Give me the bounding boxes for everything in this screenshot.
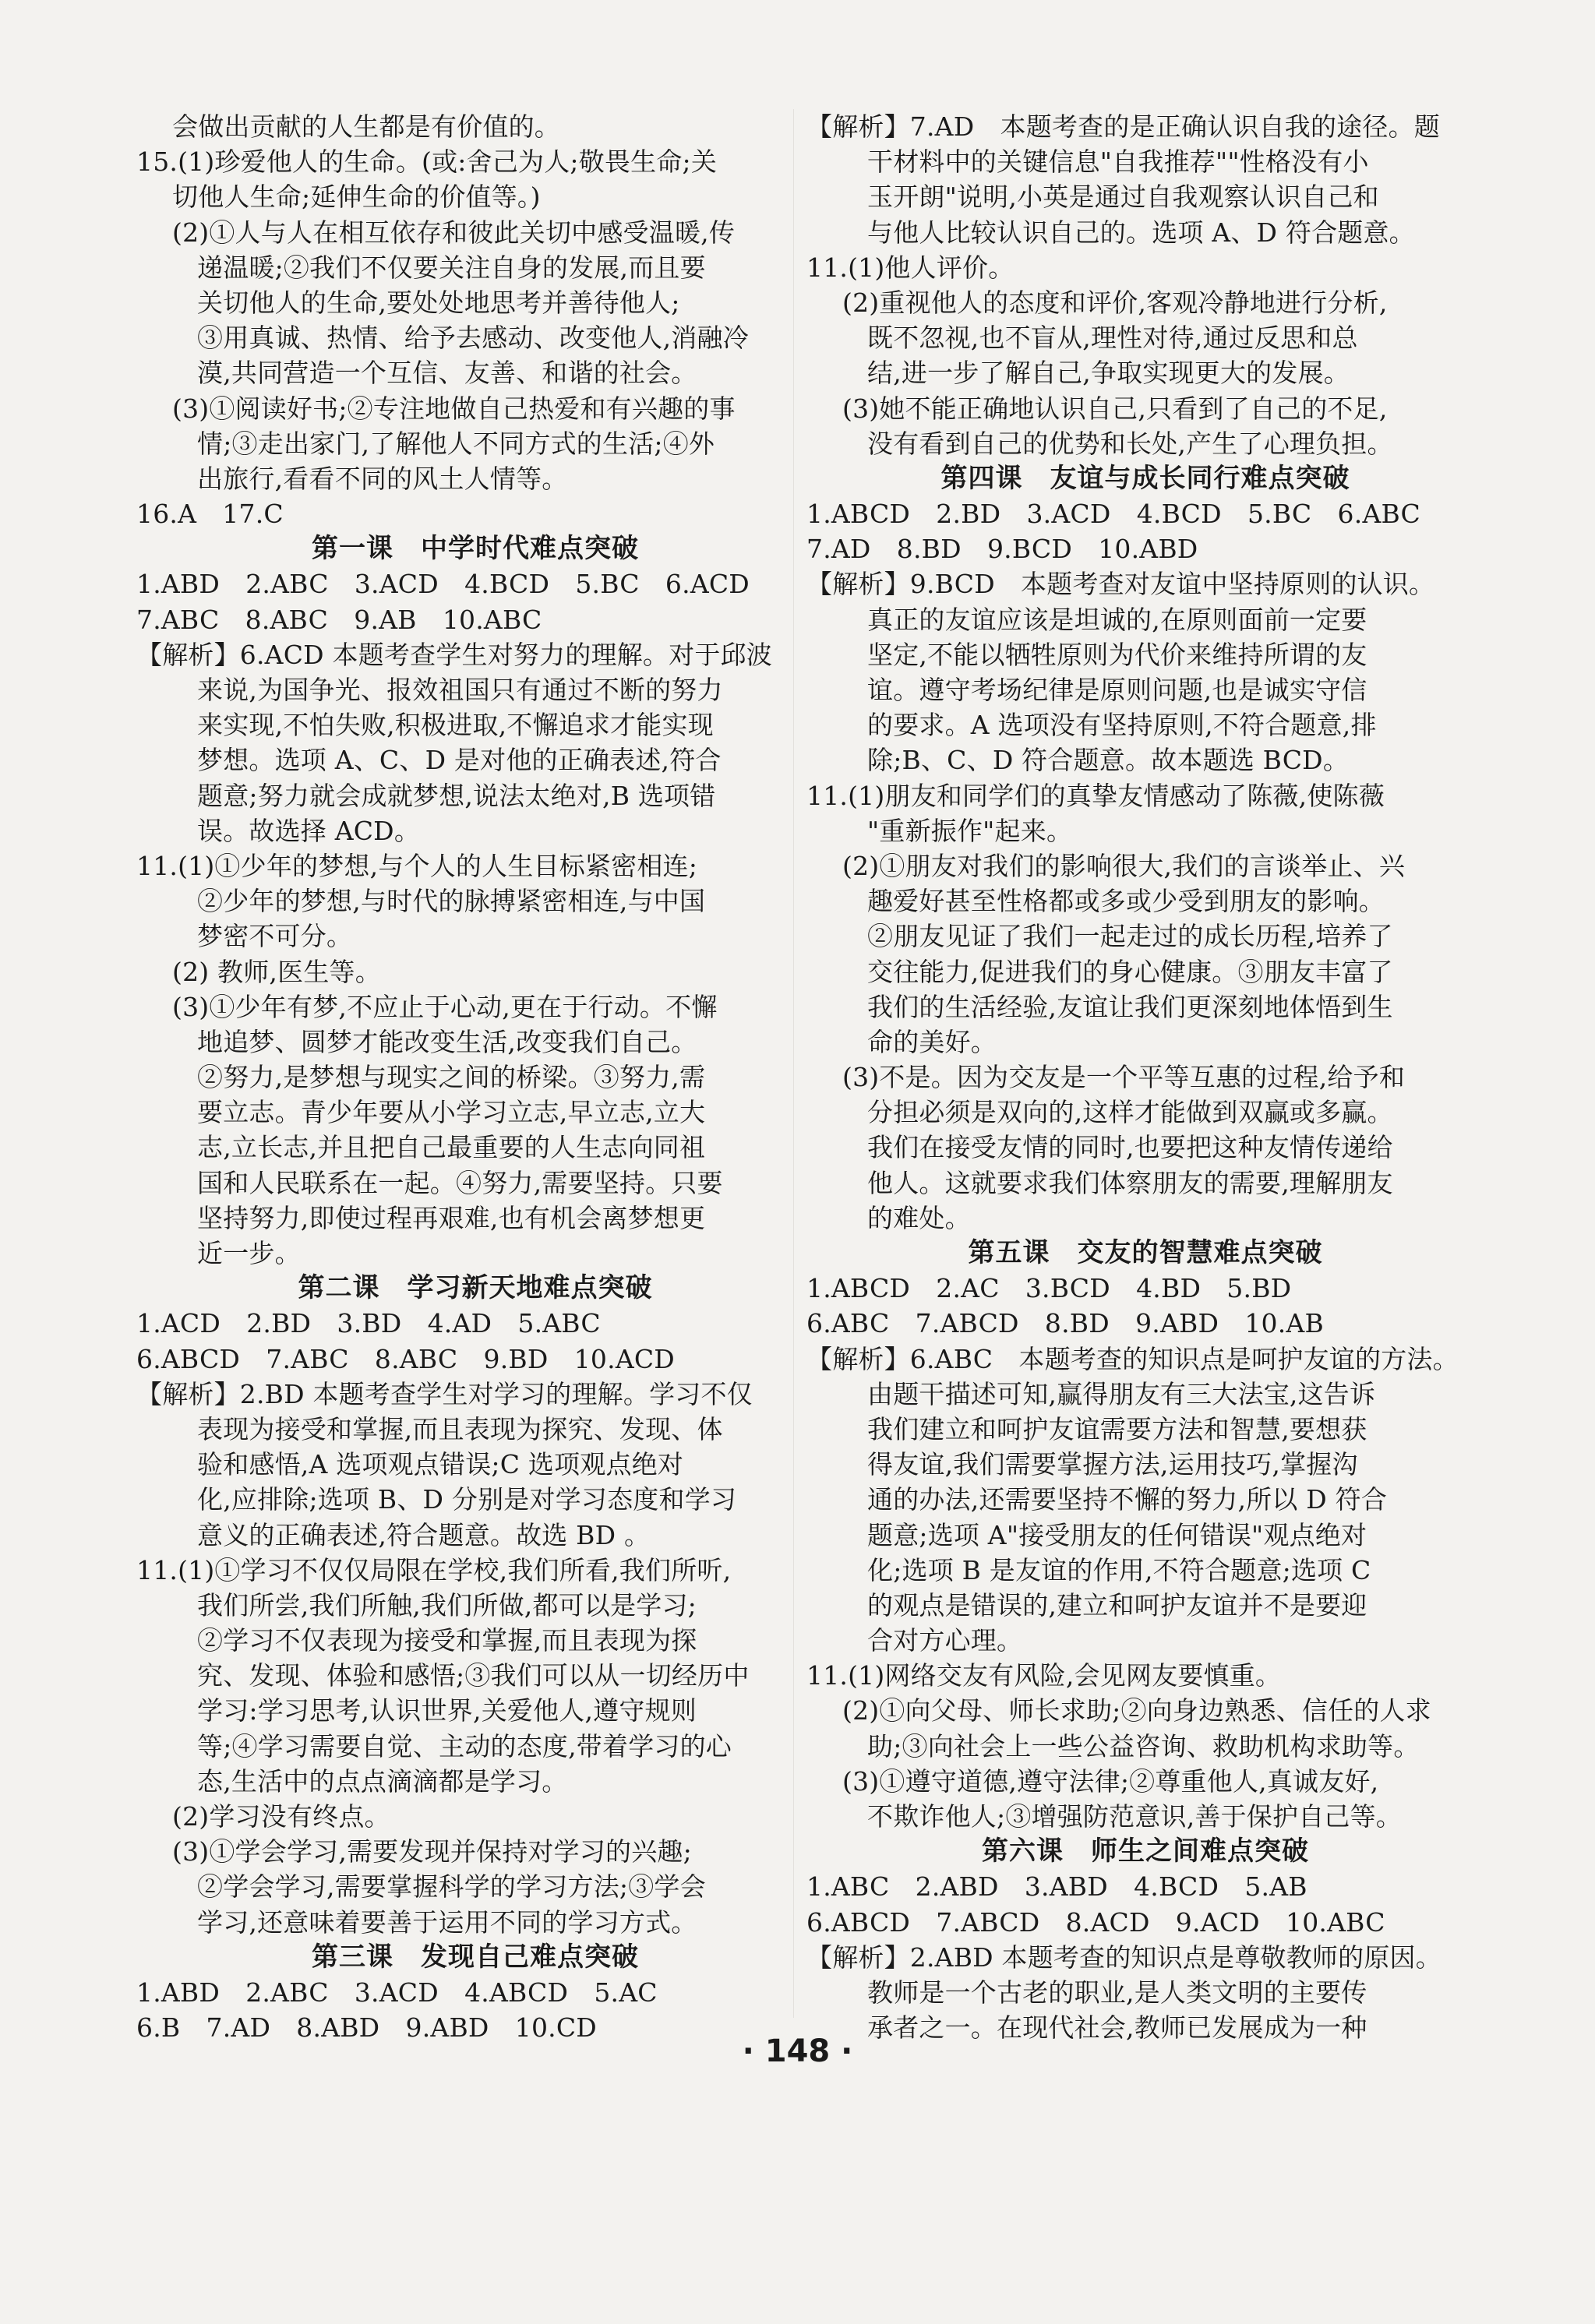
text-line: 我们所尝,我们所触,我们所做,都可以是学习; <box>197 1589 697 1620</box>
text-line: 1.ABCD 2.AC 3.BCD 4.BD 5.BD <box>806 1273 1292 1304</box>
text-line: (2)①人与人在相互依存和彼此关切中感受温暖,传 <box>172 217 736 248</box>
text-line: 玉开朗"说明,小英是通过自我观察认识自己和 <box>867 182 1379 213</box>
text-line: ②努力,是梦想与现实之间的桥梁。③努力,需 <box>197 1062 706 1093</box>
text-line: 16.A 17.C <box>136 499 284 530</box>
text-line: 不欺诈他人;③增强防范意识,善于保护自己等。 <box>867 1801 1403 1832</box>
section-heading: 第二课 学习新天地难点突破 <box>298 1272 653 1304</box>
section-heading: 第五课 交友的智慧难点突破 <box>968 1237 1323 1268</box>
text-line: 谊。遵守考场纪律是原则问题,也是诚实守信 <box>867 675 1367 705</box>
text-line: 的要求。A 选项没有坚持原则,不符合题意,排 <box>867 710 1377 741</box>
text-line: 由题干描述可知,赢得朋友有三大法宝,这告诉 <box>867 1378 1376 1409</box>
text-line: 地追梦、圆梦才能改变生活,改变我们自己。 <box>197 1026 697 1057</box>
text-line: 1.ABC 2.ABD 3.ABD 4.BCD 5.AB <box>806 1871 1307 1903</box>
text-line: 7.ABC 8.ABC 9.AB 10.ABC <box>136 604 542 635</box>
text-line: 分担必须是双向的,这样才能做到双赢或多赢。 <box>867 1097 1393 1128</box>
text-line: 11.(1)他人评价。 <box>806 252 1015 283</box>
text-line: 6.ABC 7.ABCD 8.BD 9.ABD 10.AB <box>806 1308 1324 1339</box>
section-heading: 第六课 师生之间难点突破 <box>982 1836 1309 1867</box>
text-line: 学习,还意味着要善于运用不同的学习方式。 <box>197 1906 697 1938</box>
text-line: 真正的友谊应该是坦诚的,在原则面前一定要 <box>867 604 1367 635</box>
text-line: 题意;选项 A"接受朋友的任何错误"观点绝对 <box>867 1519 1367 1550</box>
text-line: 误。故选择 ACD。 <box>197 815 421 846</box>
text-line: 得友谊,我们需要掌握方法,运用技巧,掌握沟 <box>867 1449 1358 1480</box>
text-line: 来实现,不怕失败,积极进取,不懈追求才能实现 <box>197 710 714 741</box>
text-line: 我们在接受友情的同时,也要把这种友情传递给 <box>867 1132 1393 1163</box>
text-line: 的观点是错误的,建立和呵护友谊并不是要迎 <box>867 1589 1367 1620</box>
text-line: 志,立长志,并且把自己最重要的人生志向同祖 <box>197 1132 706 1163</box>
text-line: 他人。这就要求我们体察朋友的需要,理解朋友 <box>867 1167 1393 1198</box>
text-line: 1.ABCD 2.BD 3.ACD 4.BCD 5.BC 6.ABC <box>806 499 1420 530</box>
text-line: 究、发现、体验和感悟;③我们可以从一切经历中 <box>197 1660 750 1691</box>
page-number: · 148 · <box>742 2033 853 2069</box>
text-line: 交往能力,促进我们的身心健康。③朋友丰富了 <box>867 956 1393 987</box>
text-line: ③用真诚、热情、给予去感动、改变他人,消融冷 <box>197 323 749 354</box>
text-line: 递温暖;②我们不仅要关注自身的发展,而且要 <box>197 252 706 283</box>
text-line: 干材料中的关键信息"自我推荐""性格没有小 <box>867 146 1369 178</box>
text-line: (2)①朋友对我们的影响很大,我们的言谈举止、兴 <box>842 850 1406 881</box>
text-line: 结,进一步了解自己,争取实现更大的发展。 <box>867 358 1350 389</box>
text-line: 我们建立和呵护友谊需要方法和智慧,要想获 <box>867 1413 1367 1444</box>
text-line: 表现为接受和掌握,而且表现为探究、发现、体 <box>197 1413 723 1444</box>
text-line: 1.ABD 2.ABC 3.ACD 4.BCD 5.BC 6.ACD <box>136 569 750 600</box>
text-line: 11.(1)网络交友有风险,会见网友要慎重。 <box>806 1660 1282 1691</box>
text-line: 【解析】2.ABD 本题考查的知识点是尊敬教师的原因。 <box>806 1941 1441 1973</box>
text-line: 通的办法,还需要坚持不懈的努力,所以 D 符合 <box>867 1484 1388 1515</box>
text-line: 题意;努力就会成就梦想,说法太绝对,B 选项错 <box>197 780 716 811</box>
text-line: 学习:学习思考,认识世界,关爱他人,遵守规则 <box>197 1695 697 1726</box>
text-line: 来说,为国争光、报效祖国只有通过不断的努力 <box>197 675 723 705</box>
text-line: 11.(1)①少年的梦想,与个人的人生目标紧密相连; <box>136 850 698 881</box>
text-line: 意义的正确表述,符合题意。故选 BD 。 <box>197 1519 651 1550</box>
text-line: 近一步。 <box>197 1238 301 1268</box>
text-line: (2) 教师,医生等。 <box>172 956 381 987</box>
text-line: 6.ABCD 7.ABCD 8.ACD 9.ACD 10.ABC <box>806 1906 1385 1938</box>
text-line: 【解析】6.ACD 本题考查学生对努力的理解。对于邱波 <box>136 639 772 670</box>
text-line: (3)①遵守道德,遵守法律;②尊重他人,真诚友好, <box>842 1765 1379 1797</box>
text-line: 验和感悟,A 选项观点错误;C 选项观点绝对 <box>197 1449 684 1480</box>
text-line: 6.B 7.AD 8.ABD 9.ABD 10.CD <box>136 2012 597 2044</box>
text-line: 关切他人的生命,要处处地思考并善待他人; <box>197 287 680 318</box>
text-line: 坚定,不能以牺牲原则为代价来维持所谓的友 <box>867 639 1367 670</box>
text-line: 教师是一个古老的职业,是人类文明的主要传 <box>867 1977 1367 2008</box>
text-line: 化;选项 B 是友谊的作用,不符合题意;选项 C <box>867 1554 1371 1585</box>
text-line: (3)不是。因为交友是一个平等互惠的过程,给予和 <box>842 1062 1406 1093</box>
text-line: 命的美好。 <box>867 1026 997 1057</box>
text-line: 【解析】6.ABC 本题考查的知识点是呵护友谊的方法。 <box>806 1343 1459 1374</box>
section-heading: 第一课 中学时代难点突破 <box>312 533 639 565</box>
text-line: 7.AD 8.BD 9.BCD 10.ABD <box>806 534 1198 565</box>
text-line: 11.(1)①学习不仅仅局限在学校,我们所看,我们所听, <box>136 1554 732 1585</box>
text-line: 6.ABCD 7.ABC 8.ABC 9.BD 10.ACD <box>136 1343 675 1374</box>
text-line: 11.(1)朋友和同学们的真挚友情感动了陈薇,使陈薇 <box>806 780 1385 811</box>
text-line: "重新振作"起来。 <box>867 815 1073 846</box>
right-column <box>806 109 1484 2045</box>
text-line: 除;B、C、D 符合题意。故本题选 BCD。 <box>867 745 1350 776</box>
text-line: 趣爱好甚至性格都或多或少受到朋友的影响。 <box>867 886 1385 917</box>
text-line: 【解析】2.BD 本题考查学生对学习的理解。学习不仅 <box>136 1378 753 1409</box>
text-line: 15.(1)珍爱他人的生命。(或:舍己为人;敬畏生命;关 <box>136 146 718 178</box>
text-line: (3)①阅读好书;②专注地做自己热爱和有兴趣的事 <box>172 393 736 424</box>
text-line: 的难处。 <box>867 1202 971 1233</box>
section-heading: 第四课 友谊与成长同行难点突破 <box>940 462 1350 494</box>
text-line: (3)①学会学习,需要发现并保持对学习的兴趣; <box>172 1836 692 1867</box>
text-line: 助;③向社会上一些公益咨询、救助机构求助等。 <box>867 1730 1420 1762</box>
text-line: ②少年的梦想,与时代的脉搏紧密相连,与中国 <box>197 886 706 917</box>
text-line: 坚持努力,即使过程再艰难,也有机会离梦想更 <box>197 1202 706 1233</box>
text-line: (2)①向父母、师长求助;②向身边熟悉、信任的人求 <box>842 1695 1431 1726</box>
text-line: 情;③走出家门,了解他人不同方式的生活;④外 <box>197 428 715 459</box>
text-line: 没有看到自己的优势和长处,产生了心理负担。 <box>867 428 1393 459</box>
section-heading: 第三课 发现自己难点突破 <box>312 1941 639 1973</box>
text-line: 梦密不可分。 <box>197 921 353 952</box>
text-line: 合对方心理。 <box>867 1625 1023 1656</box>
text-line: 漠,共同营造一个互信、友善、和谐的社会。 <box>197 358 697 389</box>
text-line: 要立志。青少年要从小学习立志,早立志,立大 <box>197 1097 706 1128</box>
text-line: 【解析】9.BCD 本题考查对友谊中坚持原则的认识。 <box>806 569 1435 600</box>
text-line: 国和人民联系在一起。④努力,需要坚持。只要 <box>197 1167 723 1198</box>
text-line: 化,应排除;选项 B、D 分别是对学习态度和学习 <box>197 1484 737 1515</box>
text-line: (2)学习没有终点。 <box>172 1801 390 1832</box>
text-line: 态,生活中的点点滴滴都是学习。 <box>197 1765 568 1797</box>
text-line: 既不忽视,也不盲从,理性对待,通过反思和总 <box>867 323 1358 354</box>
text-line: 承者之一。在现代社会,教师已发展成为一种 <box>867 2012 1367 2044</box>
text-line: ②学习不仅表现为接受和掌握,而且表现为探 <box>197 1625 697 1656</box>
text-line: (3)①少年有梦,不应止于心动,更在于行动。不懈 <box>172 991 718 1022</box>
text-line: (3)她不能正确地认识自己,只看到了自己的不足, <box>842 393 1388 424</box>
text-line: ②朋友见证了我们一起走过的成长历程,培养了 <box>867 921 1393 952</box>
text-line: (2)重视他人的态度和评价,客观冷静地进行分析, <box>842 287 1388 318</box>
text-line: 与他人比较认识自己的。选项 A、D 符合题意。 <box>867 217 1415 248</box>
text-line: 会做出贡献的人生都是有价值的。 <box>172 111 560 142</box>
text-line: 梦想。选项 A、C、D 是对他的正确表述,符合 <box>197 745 722 776</box>
text-line: 【解析】7.AD 本题考查的是正确认识自我的途径。题 <box>806 111 1440 142</box>
text-line: 1.ABD 2.ABC 3.ACD 4.ABCD 5.AC <box>136 1977 658 2008</box>
text-line: 等;④学习需要自觉、主动的态度,带着学习的心 <box>197 1730 732 1762</box>
text-line: 切他人生命;延伸生命的价值等。) <box>172 182 541 213</box>
text-line: ②学会学习,需要掌握科学的学习方法;③学会 <box>197 1871 706 1903</box>
text-line: 1.ACD 2.BD 3.BD 4.AD 5.ABC <box>136 1308 601 1339</box>
text-line: 我们的生活经验,友谊让我们更深刻地体悟到生 <box>867 991 1393 1022</box>
left-column <box>136 109 814 2045</box>
text-line: 出旅行,看看不同的风土人情等。 <box>197 463 568 494</box>
